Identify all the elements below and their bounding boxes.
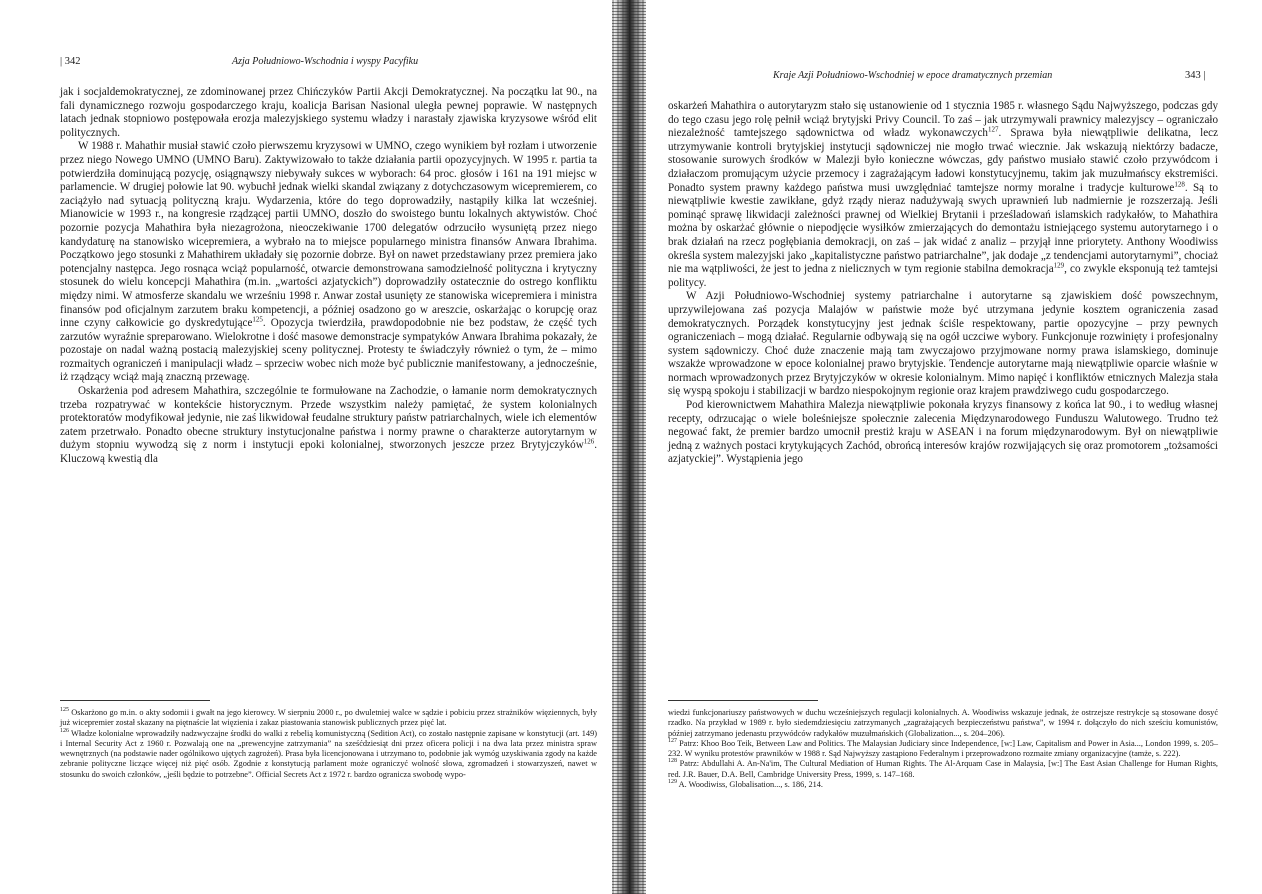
footnote-ref: 127: [987, 125, 999, 134]
footnote-rule: [60, 700, 210, 701]
footnote-ref: 125: [252, 315, 263, 324]
paragraph: Oskarżenia pod adresem Mahathira, szczególnie te formułowane na Zachodzie, o łamanie norm demokratycznych trzeba rozpatrywać w kontekście historycznym. Przede wszystkim należy pamiętać, że system kolonialnych protektoratów modyfikował jedynie, nie zaś likwidował feudalne struktury państw patriarchalnych, wiele ich elementów zatem przetrwało. Ponadto obecne struktury instytucjonalne państwa i normy prawne o charakterze autorytarnym w dużym stopniu wywodzą się z norm i instytucji epoki kolonialnej, stworzonych jeszcze przez Brytyjczyków$^{126}$. Kluczową kwestią dla: [60, 385, 597, 466]
footnote-ref: 128: [1174, 179, 1185, 188]
footnote: $^{125}$ Oskarżono go m.in. o akty sodomii i gwałt na jego kierowcy. W sierpniu 2000 r., po dwuletniej walce w sądzie i pobiciu przez strażników więziennych, były już wicepremier został skazany na piętnaście lat więzienia i zakaz piastowania stanowisk publicznych przez pięć lat.: [60, 707, 597, 728]
paragraph: W Azji Południowo-Wschodniej systemy patriarchalne i autorytarne są zjawiskiem dość powszechnym, uprzywilejowana zaś pozycja Malajów w państwie może być utrzymana jedynie kosztem ograniczenia zasad demokratycznych. Porządek konstytucyjny jest jednak ściśle respektowany, partie opozycyjne – przy pewnych ograniczeniach – mogą działać. Regularnie odbywają się na ogół uczciwe wybory. Funkcjonuje rozwinięty i profesjonalny system sądowniczy. Choć duże znaczenie mają tam zwyczajowo przyjmowane normy prawa islamskiego, dominuje wszakże wprowadzone w epoce kolonialnej prawo brytyjskie. Tendencje autorytarne mają niewątpliwie oparcie właśnie w normach wprowadzonych przez Brytyjczyków w okresie kolonialnym. Mimo napięć i konfliktów etnicznych Malezja stała się wyspą spokoju i stabilizacji w bardzo niespokojnym regionie oraz krajem prawdziwego cudu gospodarczego.: [668, 290, 1218, 398]
paragraph: oskarżeń Mahathira o autorytaryzm stało się ustanowienie od 1 stycznia 1985 r. własnego Sądu Najwyższego, podczas gdy do tego czasu jego rolę pełnił wciąż brytyjski Privy Council. To zaś – jak utrzymywali prawnicy malezyjscy – ograniczało niezależność tamtejszego sądownictwa od władz wykonawczych$^{127}$. Sprawa była niewątpliwie delikatna, lecz utrzymywanie kontroli brytyjskiej instytucji sądowniczej nie mogło trwać wiecznie. Jak wskazują niektórzy badacze, stosowanie surowych środków w Malezji było konieczne wówczas, gdy państwo musiało stawić czoło przywódcom i działaczom promującym użycie przemocy i zagrażającym ładowi konstytucyjnemu, takim jak muzułmańscy ekstremiści. Ponadto system prawny każdego państwa musi uwzględniać tamtejsze normy moralne i tradycje kulturowe$^{128}$. Są to niewątpliwie kwestie zawikłane, gdyż rządy nieraz nadużywają swych uprawnień lub nadmiernie je rozszerzają. Jeśli pominąć sprawę likwidacji zależności prawnej od Wielkiej Brytanii i prześladowań islamskich radykałów, to Mahathira można by oskarżać głównie o niepodjęcie wysiłków zmierzających do demontażu istniejącego systemu autorytarnego i o brak działań na rzecz pogłębiania demokracji, on zaś – jak widać z analiz – przyjął inne priorytety. Anthony Woodiwiss określa system malezyjski jako „kapitalistyczne państwo patriarchalne”, jak dodaje „z tendencjami autorytarnymi”, chociaż nie ma wątpliwości, że jest to jedna z nielicznych w tym regionie stabilna demokracja$^{129}$, co zwykle eksponują też tamtejsi politycy.: [668, 100, 1219, 289]
footnote: $^{126}$ Władze kolonialne wprowadziły nadzwyczajne środki do walki z rebelią komunistyczną (Sedition Act), co zostało następnie zapisane w konstytucji (art. 149) i Internal Security Act z 1960 r. Pozwalają one na „prewencyjne zatrzymania” na sześćdziesiąt dni przez oficera policji i na dwa lata przez ministra spraw wewnętrznych (na podstawie nader ogólnikowo ujętych zagrożeń). Prasa była licencjonowana i utrzymano to, podobnie jak wymóg uzyskiwania zgody na każde zebranie polityczne liczące więcej niż pięć osób. Zgodnie z konstytucją parlament może ograniczyć wolność słowa, zgromadzeń i stowarzyszeń, nawet w stosunku do swoich członków, „jeśli będzie to potrzebne”. Official Secrets Act z 1972 r. bardzo ogranicza swobodę wypo-: [60, 727, 597, 779]
footnote-rule: [668, 700, 818, 701]
running-head-right: Kraje Azji Południowo-Wschodniej w epoce dramatycznych przemian: [773, 70, 1053, 81]
paragraph: W 1988 r. Mahathir musiał stawić czoło pierwszemu kryzysowi w UMNO, czego wynikiem był rozłam i utworzenie przez niego Nowego UMNO (UMNO Baru). Zaktywizowało to także działania partii opozycyjnych. W 1995 r. partia ta potwierdziła dominującą pozycję, osiągnąwszy niebywały sukces w wyborach: 64 proc. głosów i 161 na 191 miejsc w parlamencie. W drugiej połowie lat 90. wybuchł jednak wielki skandal związany z dotychczasowym wicepremierem, co zaciążyło nad sytuacją polityczną kraju. Wydarzenia, które do tego doprowadziły, nastąpiły kilka lat wcześniej. Mianowicie w 1993 r., na kongresie rządzącej partii UMNO, doszło do swoistego buntu lokalnych aktywistów. Choć pozornie pozycja Mahathira była niezagrożona, nieoczekiwanie 1700 delegatów odrzuciło wysuniętą przez niego kandydaturę na stanowisko wicepremiera, a wybrało na to miejsce popularnego ministra finansów Anwara Ibrahima. Początkowo jego stosunki z Mahathirem układały się pozornie dobrze. Był on nawet przedstawiany przez premiera jako potencjalny następca. Jego rosnąca wciąż popularność, otwarcie demonstrowana samodzielność polityczna i krytyczny stosunek do wielu koncepcji Mahathira (m.in. „wartości azjatyckich”) doprowadziły ostatecznie do ostrego konfliktu między nimi. W atmosferze skandalu we wrześniu 1998 r. Anwar został usunięty ze stanowiska wicepremiera i ministra finansów pod oficjalnym zarzutem braku kompetencji, a później osadzono go w areszcie, oskarżając o korupcję oraz inne czyny całkowicie go dyskredytujące$^{125}$. Opozycja twierdziła, prawdopodobnie nie bez podstaw, że część tych zarzutów wyraźnie spreparowano. Wielokrotne i dość masowe demonstracje sympatyków Anwara Ibrahima pokazały, że pozostaje on nadal ważną postacią malezyjskiej sceny politycznej. Protesty te świadczyły również o tym, że – mimo rozmaitych ograniczeń i manipulacji władz – sprzeciw wobec nich może być publicznie manifestowany, a jednocześnie, iż rządzący wciąż mają znaczną przewagę.: [60, 140, 597, 384]
footnote-ref: 129: [1053, 261, 1065, 270]
body-text-right: [668, 100, 1218, 467]
page-number-right: 343 |: [1185, 70, 1206, 81]
page-number-left: | 342: [60, 56, 81, 67]
running-head-left: Azja Południowo-Wschodnia i wyspy Pacyfiku: [232, 56, 419, 67]
footnote: $^{127}$ Patrz: Khoo Boo Teik, Between Law and Politics. The Malaysian Judiciary since Independence, [w:] Law, Capitalism and Power in Asia..., London 1999, s. 205–232. W wyniku protestów prawników w 1988 r. Sąd Najwyższy zastąpiono Federalnym i przeprowadzono rozmaite zmiany organizacyjne (tamże, s. 222).: [668, 738, 1218, 759]
footnotes-left: [60, 708, 597, 780]
footnote: wiedzi funkcjonariuszy państwowych w duchu wcześniejszych regulacji kolonialnych. A. Woodiwiss wskazuje jednak, że ostrzejsze restrykcje są stosowane dosyć rzadko. Na przykład w 1989 r. było siedemdziesięciu zatrzymanych „zagrażających bezpieczeństwu państwa”, w 1994 r. dołączyło do nich sześciu komunistów, później zatrzymano jedenastu przywódców radykałów muzułmańskich (Globalization..., s. 204–206).: [668, 708, 1218, 738]
footnotes-right: [668, 708, 1218, 790]
left-page: [0, 0, 620, 894]
footnote-ref: 126: [583, 437, 595, 446]
paragraph: Pod kierownictwem Mahathira Malezja niewątpliwie pokonała kryzys finansowy z końca lat 90., i to według własnej recepty, odrzucając o wiele boleśniejsze społecznie zalecenia Międzynarodowego Funduszu Walutowego. Trudno też negować fakt, że premier bardzo umocnił prestiż kraju w ASEAN i na forum międzynarodowym. Był on niewątpliwie jedną z ważnych postaci krytykujących Zachód, obrońcą interesów krajów rozwijających się oraz promotorem „tożsamości azjatyckiej”. Wystąpienia jego: [668, 399, 1218, 466]
footnote: $^{129}$ A. Woodiwiss, Globalisation..., s. 186, 214.: [668, 779, 824, 790]
paragraph: jak i socjaldemokratycznej, ze zdominowanej przez Chińczyków Partii Akcji Demokratycznej. Na początku lat 90., na fali dynamicznego rozwoju gospodarczego kraju, koalicja Barisan Nasional uległa pewnej poprawie. W następnych latach jednak stopniowo postępowała erozja malezyjskiego systemu władzy i narastały zjawiska kryzysowe wśród elit politycznych.: [60, 86, 597, 139]
footnote: $^{128}$ Patrz: Abdullahi A. An-Na'im, The Cultural Mediation of Human Rights. The Al-Arquam Case in Malaysia, [w:] The East Asian Challenge for Human Rights, red. J.R. Bauer, D.A. Bell, Cambridge University Press, 1999, s. 147–168.: [668, 758, 1219, 779]
right-page: [628, 0, 1262, 894]
body-text-left: [60, 86, 597, 467]
